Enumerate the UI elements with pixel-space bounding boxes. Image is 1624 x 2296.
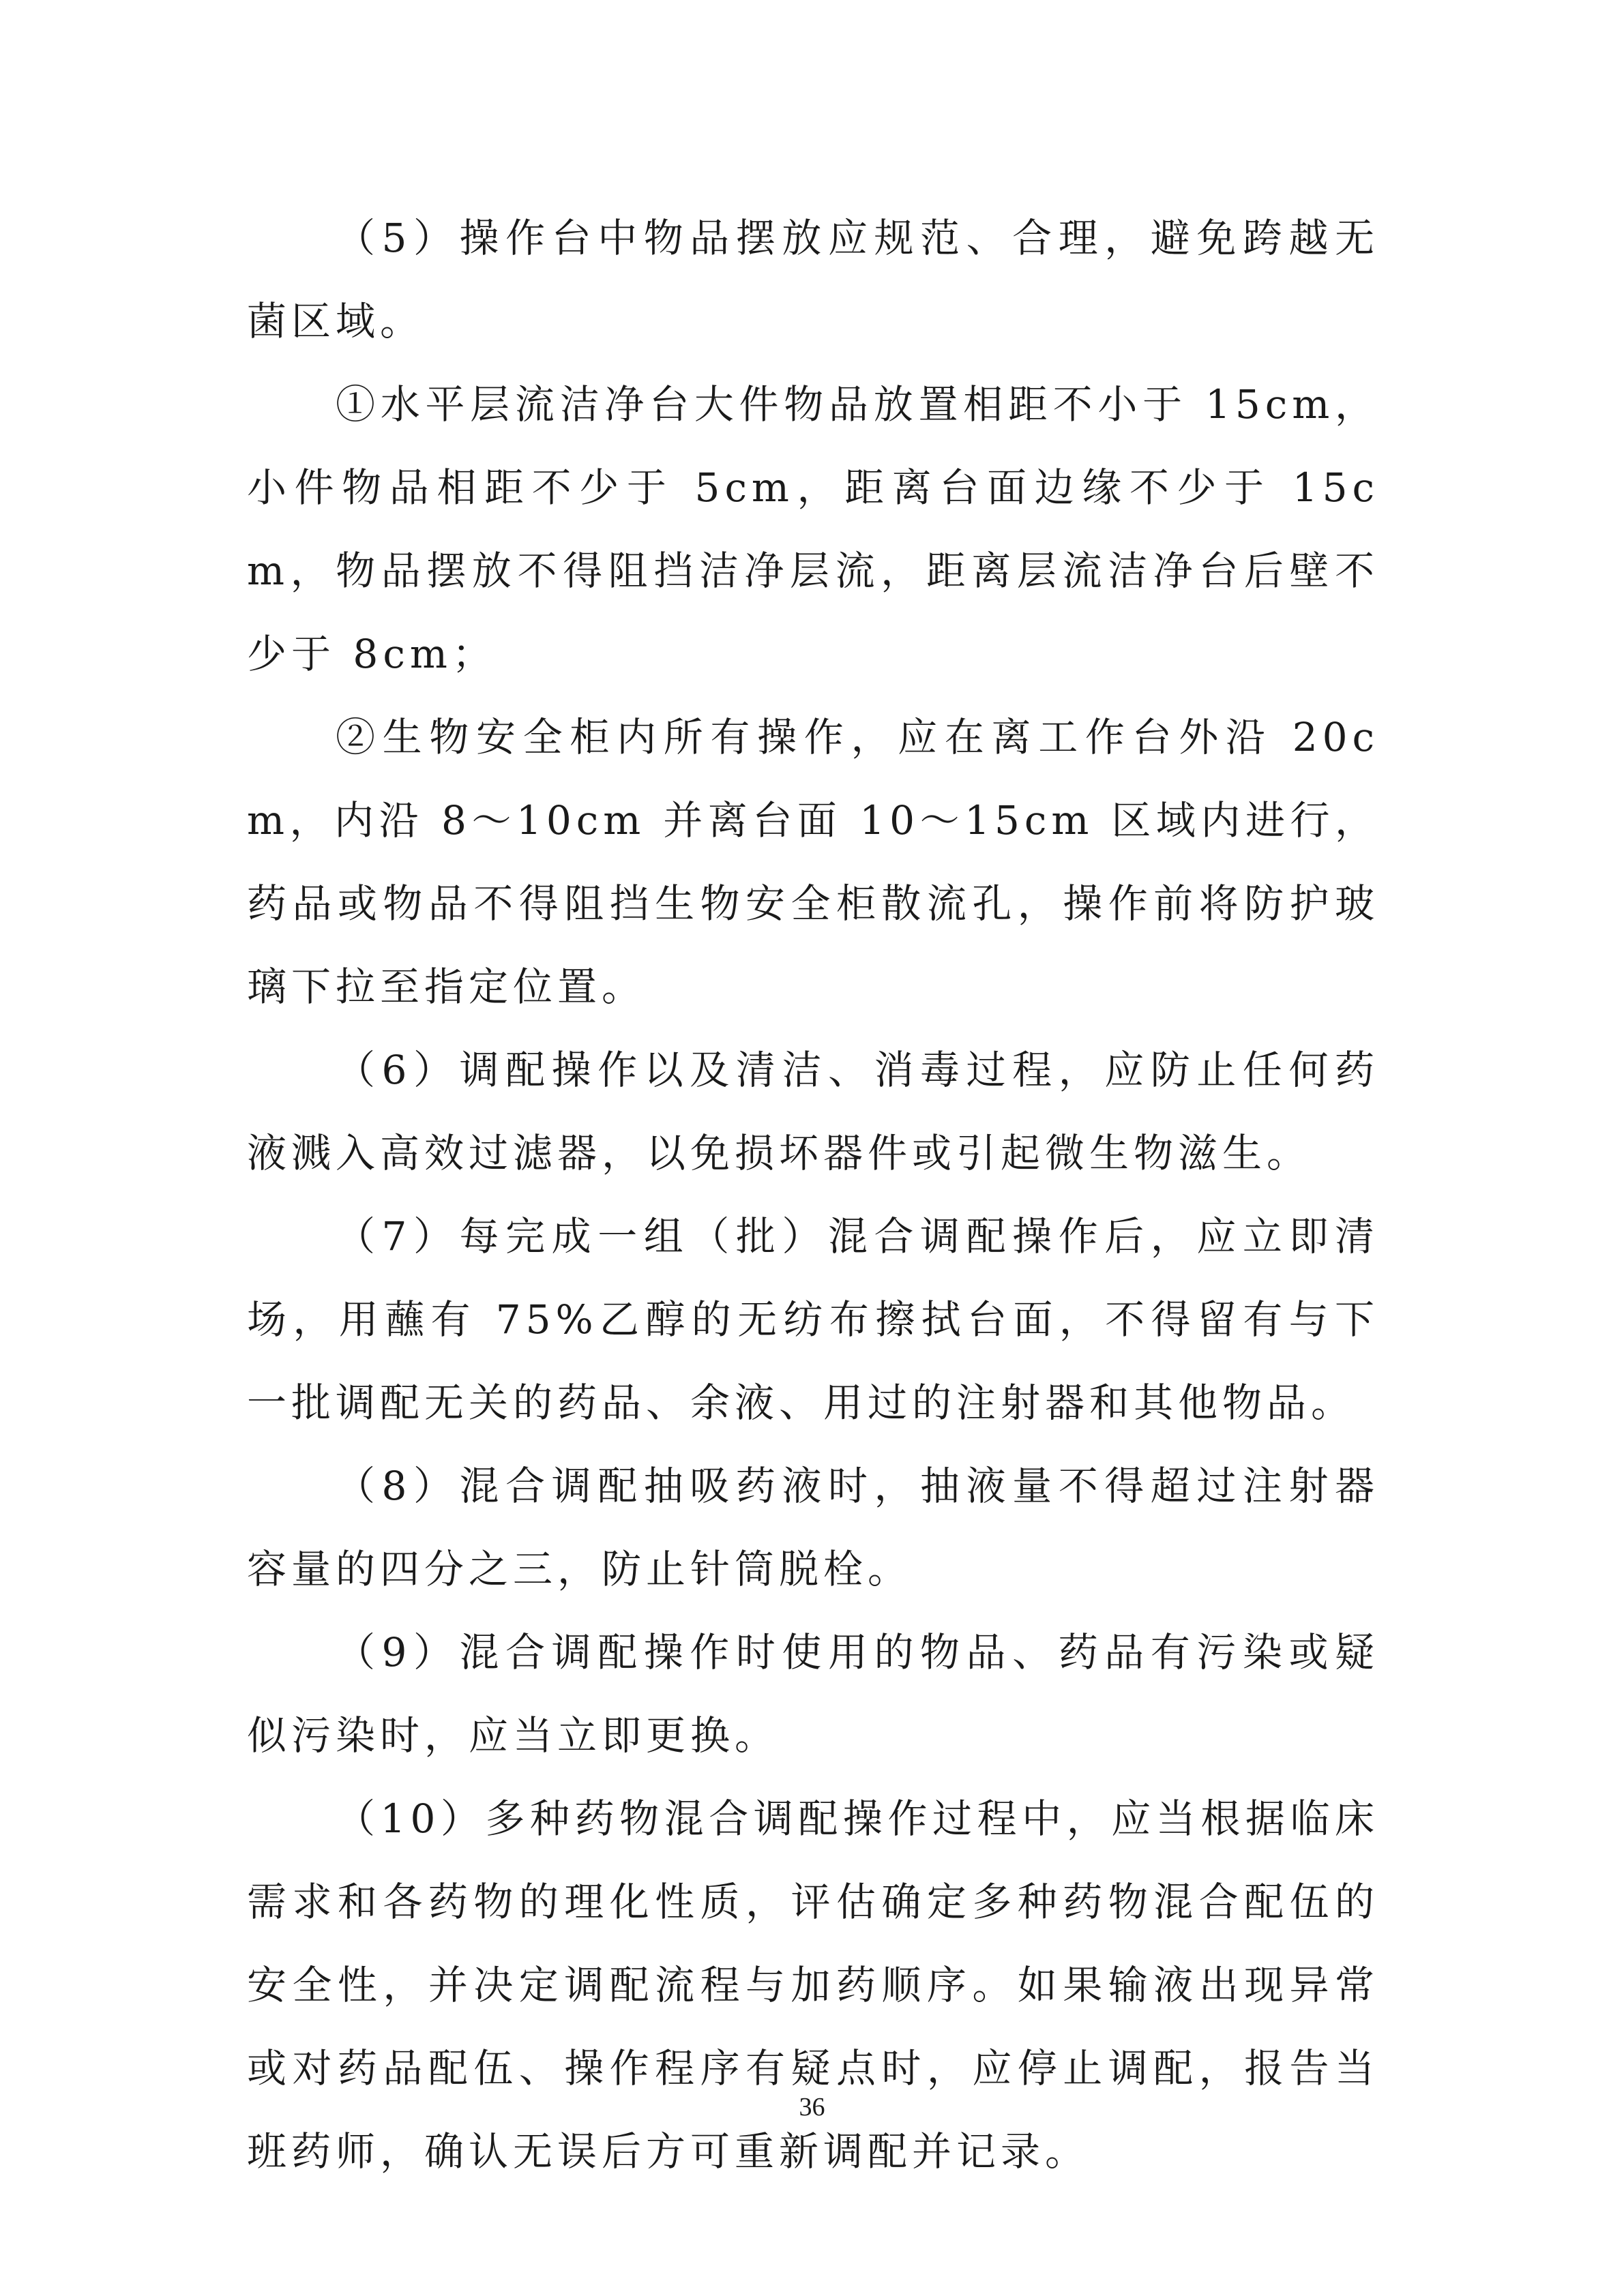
page-number: 36: [799, 2093, 825, 2121]
paragraph-item-6: （6）调配操作以及清洁、消毒过程，应防止任何药液溅入高效过滤器，以免损坏器件或引起微生物滋生。: [247, 1047, 1379, 1176]
body-text: [247, 196, 1379, 2193]
paragraph-subitem-1: ①水平层流洁净台大件物品放置相距不小于 15cm，小件物品相距不少于 5cm，距离台面边缘不少于 15cm，物品摆放不得阻挡洁净层流，距离层流洁净台后壁不少于 8cm；: [247, 381, 1379, 677]
paragraph-item-5: （5）操作台中物品摆放应规范、合理，避免跨越无菌区域。: [247, 215, 1379, 344]
paragraph-subitem-2: ②生物安全柜内所有操作，应在离工作台外沿 20cm，内沿 8～10cm 并离台面 10～15cm 区域内进行，药品或物品不得阻挡生物安全柜散流孔，操作前将防护玻璃下拉至指定位置。: [247, 714, 1379, 1010]
paragraph-item-7: （7）每完成一组（批）混合调配操作后，应立即清场，用蘸有 75%乙醇的无纺布擦拭台面，不得留有与下一批调配无关的药品、余液、用过的注射器和其他物品。: [247, 1213, 1379, 1426]
paragraph-item-10: （10）多种药物混合调配操作过程中，应当根据临床需求和各药物的理化性质，评估确定多种药物混合配伍的安全性，并决定调配流程与加药顺序。如果输液出现异常或对药品配伍、操作程序有疑点时，应停止调配，报告当班药师，确认无误后方可重新调配并记录。: [247, 1795, 1379, 2175]
paragraph-item-8: （8）混合调配抽吸药液时，抽液量不得超过注射器容量的四分之三，防止针筒脱栓。: [247, 1463, 1379, 1592]
paragraph-item-9: （9）混合调配操作时使用的物品、药品有污染或疑似污染时，应当立即更换。: [247, 1629, 1379, 1759]
